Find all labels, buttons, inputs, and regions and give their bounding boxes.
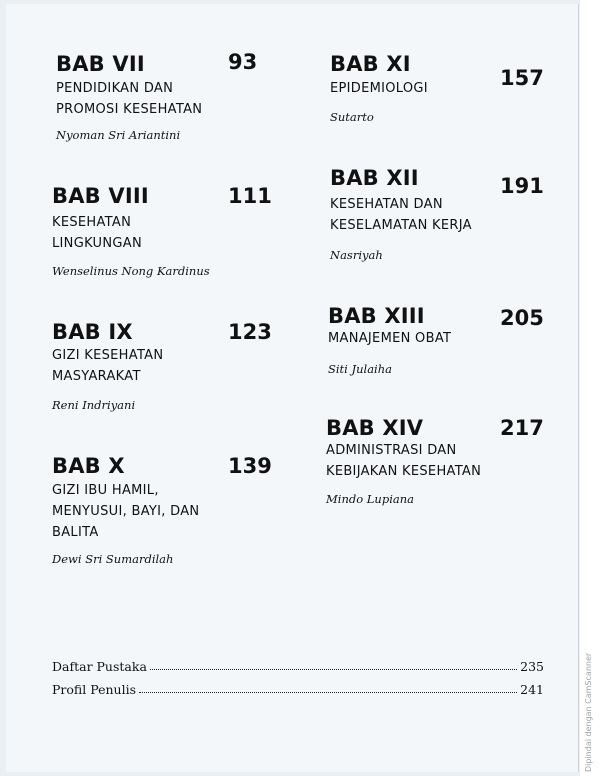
toc-label: Daftar Pustaka <box>52 659 147 674</box>
scanner-watermark: Dipindai dengan CamScanner <box>584 652 593 772</box>
chapter-number: BAB IX <box>52 320 133 344</box>
chapter-author: Nasriyah <box>330 248 383 262</box>
dot-leader <box>139 691 517 693</box>
chapter-number: BAB XII <box>330 166 419 190</box>
dot-leader <box>150 668 517 670</box>
page-number: 205 <box>500 306 544 330</box>
chapter-number: BAB VII <box>56 52 145 76</box>
page-number: 191 <box>500 174 544 198</box>
page-number: 123 <box>228 320 272 344</box>
toc-line-daftar-pustaka[interactable] <box>52 656 544 674</box>
chapter-author: Sutarto <box>330 110 374 124</box>
chapter-title: ADMINISTRASI DAN KEBIJAKAN KESEHATAN <box>326 443 482 479</box>
page-number: 157 <box>500 66 544 90</box>
page-number: 93 <box>228 50 258 74</box>
chapter-number: BAB XI <box>330 52 411 76</box>
page-number: 111 <box>228 184 272 208</box>
toc-page: 241 <box>520 682 544 697</box>
toc-line-profil-penulis[interactable] <box>52 679 544 697</box>
toc-label: Profil Penulis <box>52 682 136 697</box>
chapter-number: BAB X <box>52 454 125 478</box>
chapter-title: MANAJEMEN OBAT <box>328 331 452 346</box>
chapter-title: EPIDEMIOLOGI <box>330 81 428 96</box>
chapter-title: GIZI KESEHATAN MASYARAKAT <box>52 348 164 384</box>
chapter-author: Reni Indriyani <box>52 398 136 412</box>
chapter-title: GIZI IBU HAMIL, MENYUSUI, BAYI, DAN BALITA <box>52 483 200 540</box>
page-number: 139 <box>228 454 272 478</box>
chapter-title: KESEHATAN DAN KESELAMATAN KERJA <box>330 197 472 233</box>
toc-page: 235 <box>520 659 544 674</box>
chapter-author: Dewi Sri Sumardilah <box>52 552 174 566</box>
chapter-author: Mindo Lupiana <box>326 492 415 506</box>
chapter-title: PENDIDIKAN DAN PROMOSI KESEHATAN <box>56 81 203 117</box>
chapter-number: BAB XIII <box>328 304 425 328</box>
chapter-number: BAB XIV <box>326 416 424 440</box>
page-number: 217 <box>500 416 544 440</box>
chapter-title: KESEHATAN LINGKUNGAN <box>52 215 142 251</box>
chapter-number: BAB VIII <box>52 184 149 208</box>
chapter-author: Siti Julaiha <box>328 362 393 376</box>
chapter-author: Nyoman Sri Ariantini <box>56 128 181 142</box>
chapter-author: Wenselinus Nong Kardinus <box>52 264 210 278</box>
